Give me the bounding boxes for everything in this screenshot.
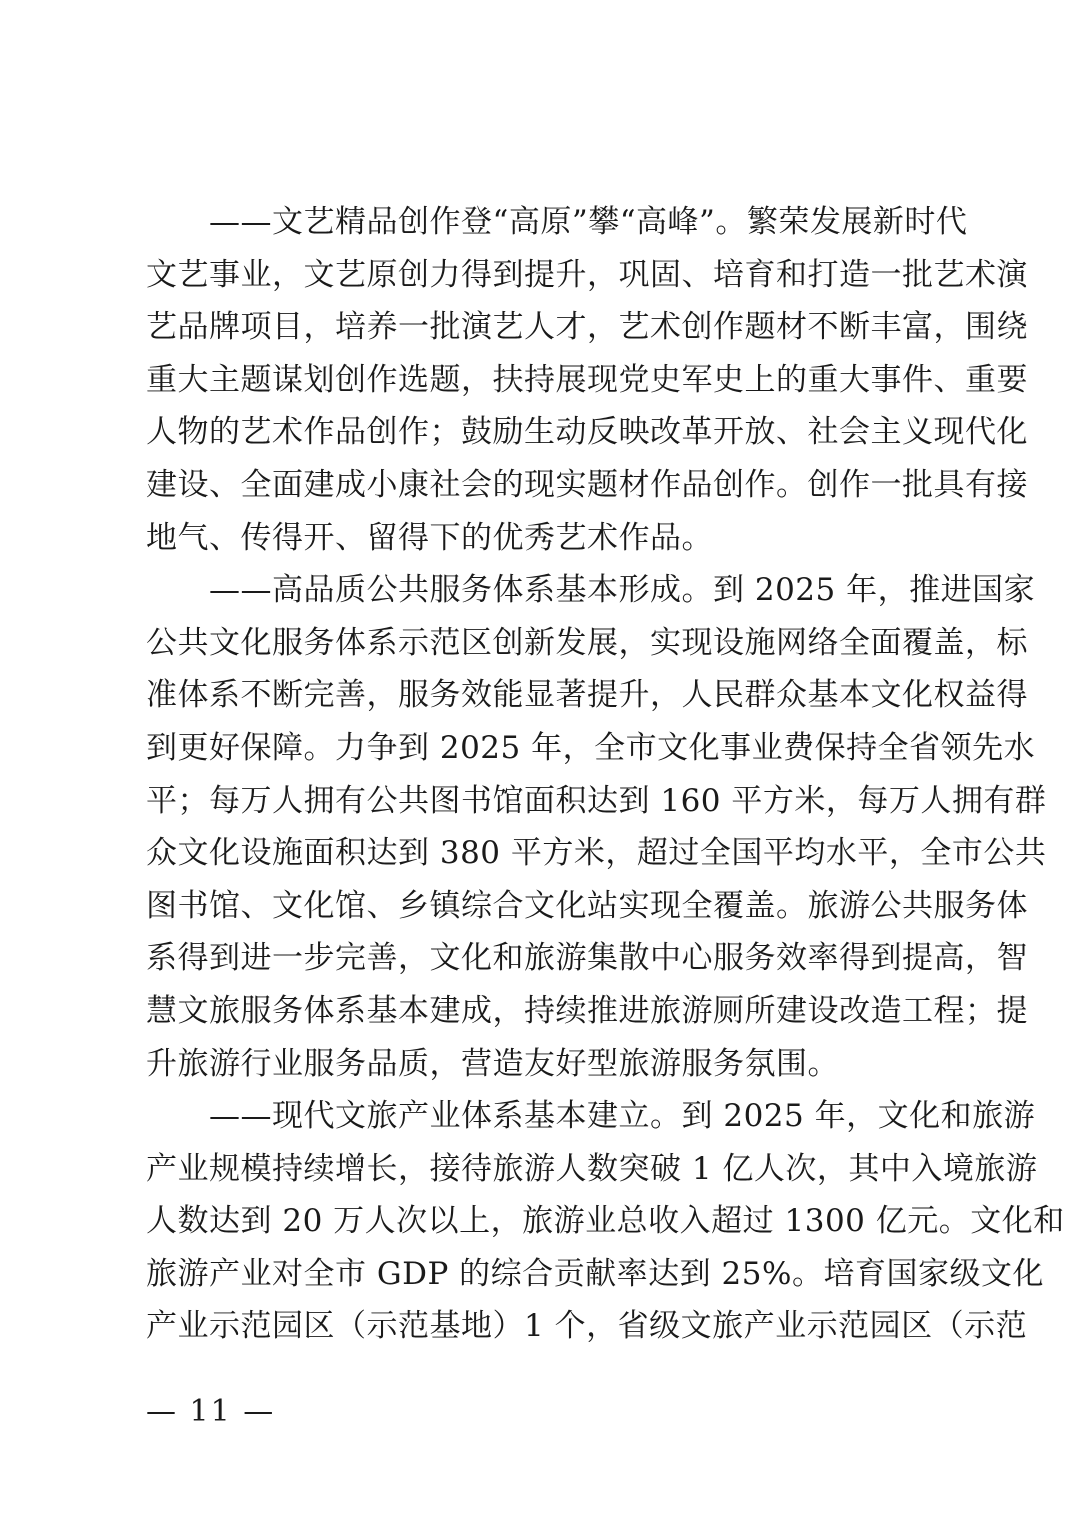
text-line: 人数达到 20 万人次以上，旅游业总收入超过 1300 亿元。文化和 [146, 1203, 1065, 1240]
body-text [146, 196, 1065, 1353]
text-line: 旅游产业对全市 GDP 的综合贡献率达到 25%。培育国家级文化 [146, 1255, 1044, 1292]
text-line: 艺品牌项目，培养一批演艺人才，艺术创作题材不断丰富，围绕 [146, 309, 1028, 346]
text-line: ——现代文旅产业体系基本建立。到 2025 年，文化和旅游 [146, 1098, 1036, 1135]
text-line: 系得到进一步完善，文化和旅游集散中心服务效率得到提高，智 [146, 940, 1028, 977]
text-line: ——文艺精品创作登“高原”攀“高峰”。繁荣发展新时代 [146, 204, 968, 240]
text-line: 升旅游行业服务品质，营造友好型旅游服务氛围。 [146, 1045, 839, 1082]
text-line: 产业规模持续增长，接待旅游人数突破 1 亿人次，其中入境旅游 [146, 1150, 1038, 1187]
text-line: 人物的艺术作品创作；鼓励生动反映改革开放、社会主义现代化 [146, 414, 1028, 451]
text-line: 平；每万人拥有公共图书馆面积达到 160 平方米，每万人拥有群 [146, 782, 1047, 819]
text-line: 慧文旅服务体系基本建成，持续推进旅游厕所建设改造工程；提 [146, 992, 1028, 1029]
text-line: 地气、传得开、留得下的优秀艺术作品。 [146, 519, 713, 556]
text-line: ——高品质公共服务体系基本形成。到 2025 年，推进国家 [146, 572, 1036, 609]
text-line: 众文化设施面积达到 380 平方米，超过全国平均水平，全市公共 [146, 835, 1047, 872]
text-line: 建设、全面建成小康社会的现实题材作品创作。创作一批具有接 [146, 466, 1028, 503]
page-number: — 11 — [146, 1394, 276, 1429]
text-line: 准体系不断完善，服务效能显著提升，人民群众基本文化权益得 [146, 677, 1028, 714]
text-line: 文艺事业，文艺原创力得到提升，巩固、培育和打造一批艺术演 [146, 256, 1028, 293]
text-line: 到更好保障。力争到 2025 年，全市文化事业费保持全省领先水 [146, 729, 1036, 766]
text-line: 公共文化服务体系示范区创新发展，实现设施网络全面覆盖，标 [146, 624, 1028, 661]
text-line: 重大主题谋划创作选题，扶持展现党史军史上的重大事件、重要 [146, 361, 1028, 398]
text-line: 产业示范园区（示范基地）1 个，省级文旅产业示范园区（示范 [146, 1308, 1028, 1345]
text-line: 图书馆、文化馆、乡镇综合文化站实现全覆盖。旅游公共服务体 [146, 887, 1028, 924]
